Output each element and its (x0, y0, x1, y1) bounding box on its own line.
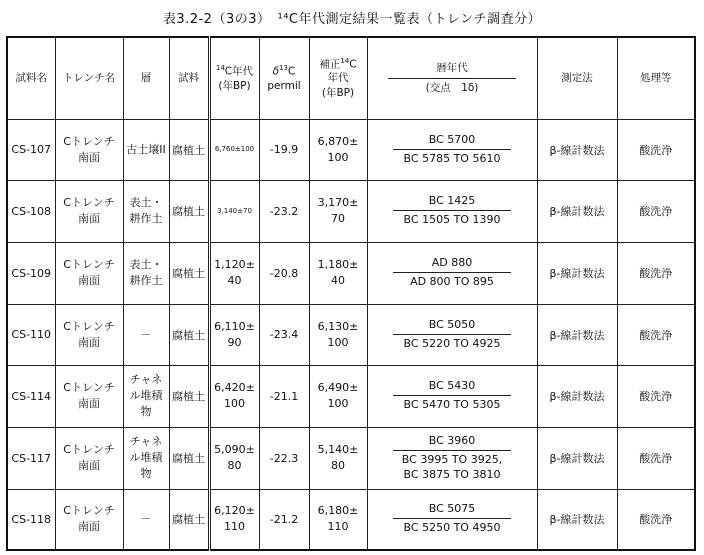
cell-treatment: 酸洗浄 (617, 304, 695, 365)
header-sample: 試料 (169, 37, 209, 119)
cell-trench: Cトレンチ 南面 (55, 180, 123, 242)
header-sample-name: 試料名 (7, 37, 55, 119)
header-d13c (259, 37, 309, 119)
cal-intercept: AD 880 (431, 256, 473, 270)
table-row (7, 489, 695, 550)
cell-corrected-age: 3,170± 70 (309, 180, 367, 242)
header-cal-divider (388, 78, 516, 79)
cell-calendar-age (367, 119, 537, 180)
cal-range: BC 5785 TO 5610 (403, 151, 501, 165)
header-c14-sup: 14 (215, 63, 225, 72)
table-row (7, 304, 695, 365)
cell-layer: チャネ ル堆積 物 (123, 427, 169, 489)
cell-sample-id: CS-117 (7, 427, 55, 489)
cell-sample-id: CS-108 (7, 180, 55, 242)
header-d13c-c: C (288, 65, 296, 78)
cell-layer: － (123, 304, 169, 365)
cell-trench: Cトレンチ 南面 (55, 119, 123, 180)
cell-c14-age: 1,120± 40 (209, 242, 259, 304)
cell-c14-age: 6,120± 110 (209, 489, 259, 550)
table-row (7, 119, 695, 180)
header-corr-pre: 補正 (319, 58, 341, 71)
cell-treatment: 酸洗浄 (617, 242, 695, 304)
cell-method: β-線計数法 (537, 304, 617, 365)
cell-sample: 腐植土 (169, 242, 209, 304)
cell-calendar-age (367, 489, 537, 550)
cal-intercept: BC 3960 (428, 433, 476, 447)
header-cal-top: 暦年代 (436, 62, 468, 75)
cell-d13c: -23.2 (259, 180, 309, 242)
cal-divider (393, 149, 511, 150)
cell-sample-id: CS-107 (7, 119, 55, 180)
header-cal-bottom: (交点 1δ) (425, 82, 479, 95)
cal-divider (393, 518, 511, 519)
cal-divider (393, 450, 511, 451)
cal-intercept: BC 5075 (428, 502, 476, 516)
cal-range: BC 5470 TO 5305 (403, 398, 501, 412)
cal-range: BC 3995 TO 3925, BC 3875 TO 3810 (401, 452, 503, 481)
cell-sample: 腐植土 (169, 180, 209, 242)
cell-corrected-age: 6,870± 100 (309, 119, 367, 180)
table-row (7, 427, 695, 489)
cell-layer: 表土・ 耕作土 (123, 242, 169, 304)
cell-layer: 表土・ 耕作土 (123, 180, 169, 242)
cell-corrected-age: 6,130± 100 (309, 304, 367, 365)
cell-method: β-線計数法 (537, 489, 617, 550)
cell-layer: － (123, 489, 169, 550)
cal-divider (393, 334, 511, 335)
table-row (7, 365, 695, 427)
cal-intercept: BC 1425 (428, 194, 476, 208)
results-table (6, 36, 696, 551)
cell-c14-age: 5,090± 80 (209, 427, 259, 489)
cell-d13c: -23.4 (259, 304, 309, 365)
cell-c14-age: 6,760±100 (209, 119, 259, 180)
cell-corrected-age: 6,180± 110 (309, 489, 367, 550)
cell-treatment: 酸洗浄 (617, 365, 695, 427)
cell-calendar-age (367, 242, 537, 304)
page-title: 表3.2-2（3の3） ¹⁴C年代測定結果一覧表（トレンチ調査分） (162, 12, 542, 27)
header-corr-c: C (349, 58, 357, 71)
header-d13c-delta: δ (272, 65, 280, 78)
cell-method: β-線計数法 (537, 427, 617, 489)
cal-divider (393, 272, 511, 273)
cal-range: BC 5250 TO 4950 (403, 521, 501, 535)
cell-trench: Cトレンチ 南面 (55, 242, 123, 304)
header-trench-name: トレンチ名 (55, 37, 123, 119)
cell-method: β-線計数法 (537, 242, 617, 304)
cell-sample: 腐植土 (169, 427, 209, 489)
header-d13c-sup: 13 (279, 63, 288, 72)
cell-calendar-age (367, 304, 537, 365)
cal-range: BC 5220 TO 4925 (403, 336, 501, 350)
header-treatment: 処理等 (617, 37, 695, 119)
header-c14-line2: (年BP) (218, 79, 251, 92)
cell-c14-age: 3,140±70 (209, 180, 259, 242)
header-corr-sup: 14 (340, 56, 350, 65)
cell-d13c: -21.2 (259, 489, 309, 550)
cell-trench: Cトレンチ 南面 (55, 489, 123, 550)
cell-treatment: 酸洗浄 (617, 119, 695, 180)
cell-c14-age: 6,420± 100 (209, 365, 259, 427)
cell-treatment: 酸洗浄 (617, 427, 695, 489)
header-c14-line1: C年代 (224, 65, 254, 78)
cell-layer: チャネ ル堆積 物 (123, 365, 169, 427)
cell-treatment: 酸洗浄 (617, 489, 695, 550)
cal-range: BC 1505 TO 1390 (403, 213, 501, 227)
cal-divider (393, 395, 511, 396)
cell-layer: 古土壌II (123, 119, 169, 180)
cell-trench: Cトレンチ 南面 (55, 365, 123, 427)
cell-sample-id: CS-118 (7, 489, 55, 550)
cell-method: β-線計数法 (537, 365, 617, 427)
cell-sample: 腐植土 (169, 304, 209, 365)
cell-calendar-age (367, 180, 537, 242)
cell-d13c: -22.3 (259, 427, 309, 489)
cal-intercept: BC 5430 (428, 379, 476, 393)
cell-sample-id: CS-110 (7, 304, 55, 365)
cell-sample-id: CS-109 (7, 242, 55, 304)
cell-sample: 腐植土 (169, 119, 209, 180)
table-row (7, 242, 695, 304)
cell-corrected-age: 6,490± 100 (309, 365, 367, 427)
cell-sample: 腐植土 (169, 489, 209, 550)
header-calendar-age (367, 37, 537, 119)
header-corrected-age (309, 37, 367, 119)
cell-d13c: -20.8 (259, 242, 309, 304)
cell-method: β-線計数法 (537, 119, 617, 180)
cell-corrected-age: 1,180± 40 (309, 242, 367, 304)
cell-c14-age: 6,110± 90 (209, 304, 259, 365)
cal-intercept: BC 5050 (428, 317, 476, 331)
cell-trench: Cトレンチ 南面 (55, 304, 123, 365)
header-method: 測定法 (537, 37, 617, 119)
header-corr-line2: 年代 (327, 72, 349, 85)
cal-intercept: BC 5700 (428, 132, 476, 146)
cell-sample: 腐植土 (169, 365, 209, 427)
cell-corrected-age: 5,140± 80 (309, 427, 367, 489)
cell-d13c: -21.1 (259, 365, 309, 427)
cal-divider (393, 210, 511, 211)
header-row (7, 37, 695, 119)
cell-method: β-線計数法 (537, 180, 617, 242)
cell-calendar-age (367, 365, 537, 427)
header-c14-age (209, 37, 259, 119)
header-corr-line3: (年BP) (321, 86, 355, 99)
cell-d13c: -19.9 (259, 119, 309, 180)
table-row (7, 180, 695, 242)
cell-trench: Cトレンチ 南面 (55, 427, 123, 489)
cell-sample-id: CS-114 (7, 365, 55, 427)
header-layer: 層 (123, 37, 169, 119)
header-d13c-line2: permil (267, 79, 301, 92)
cell-treatment: 酸洗浄 (617, 180, 695, 242)
cell-calendar-age (367, 427, 537, 489)
cal-range: AD 800 TO 895 (410, 275, 494, 289)
